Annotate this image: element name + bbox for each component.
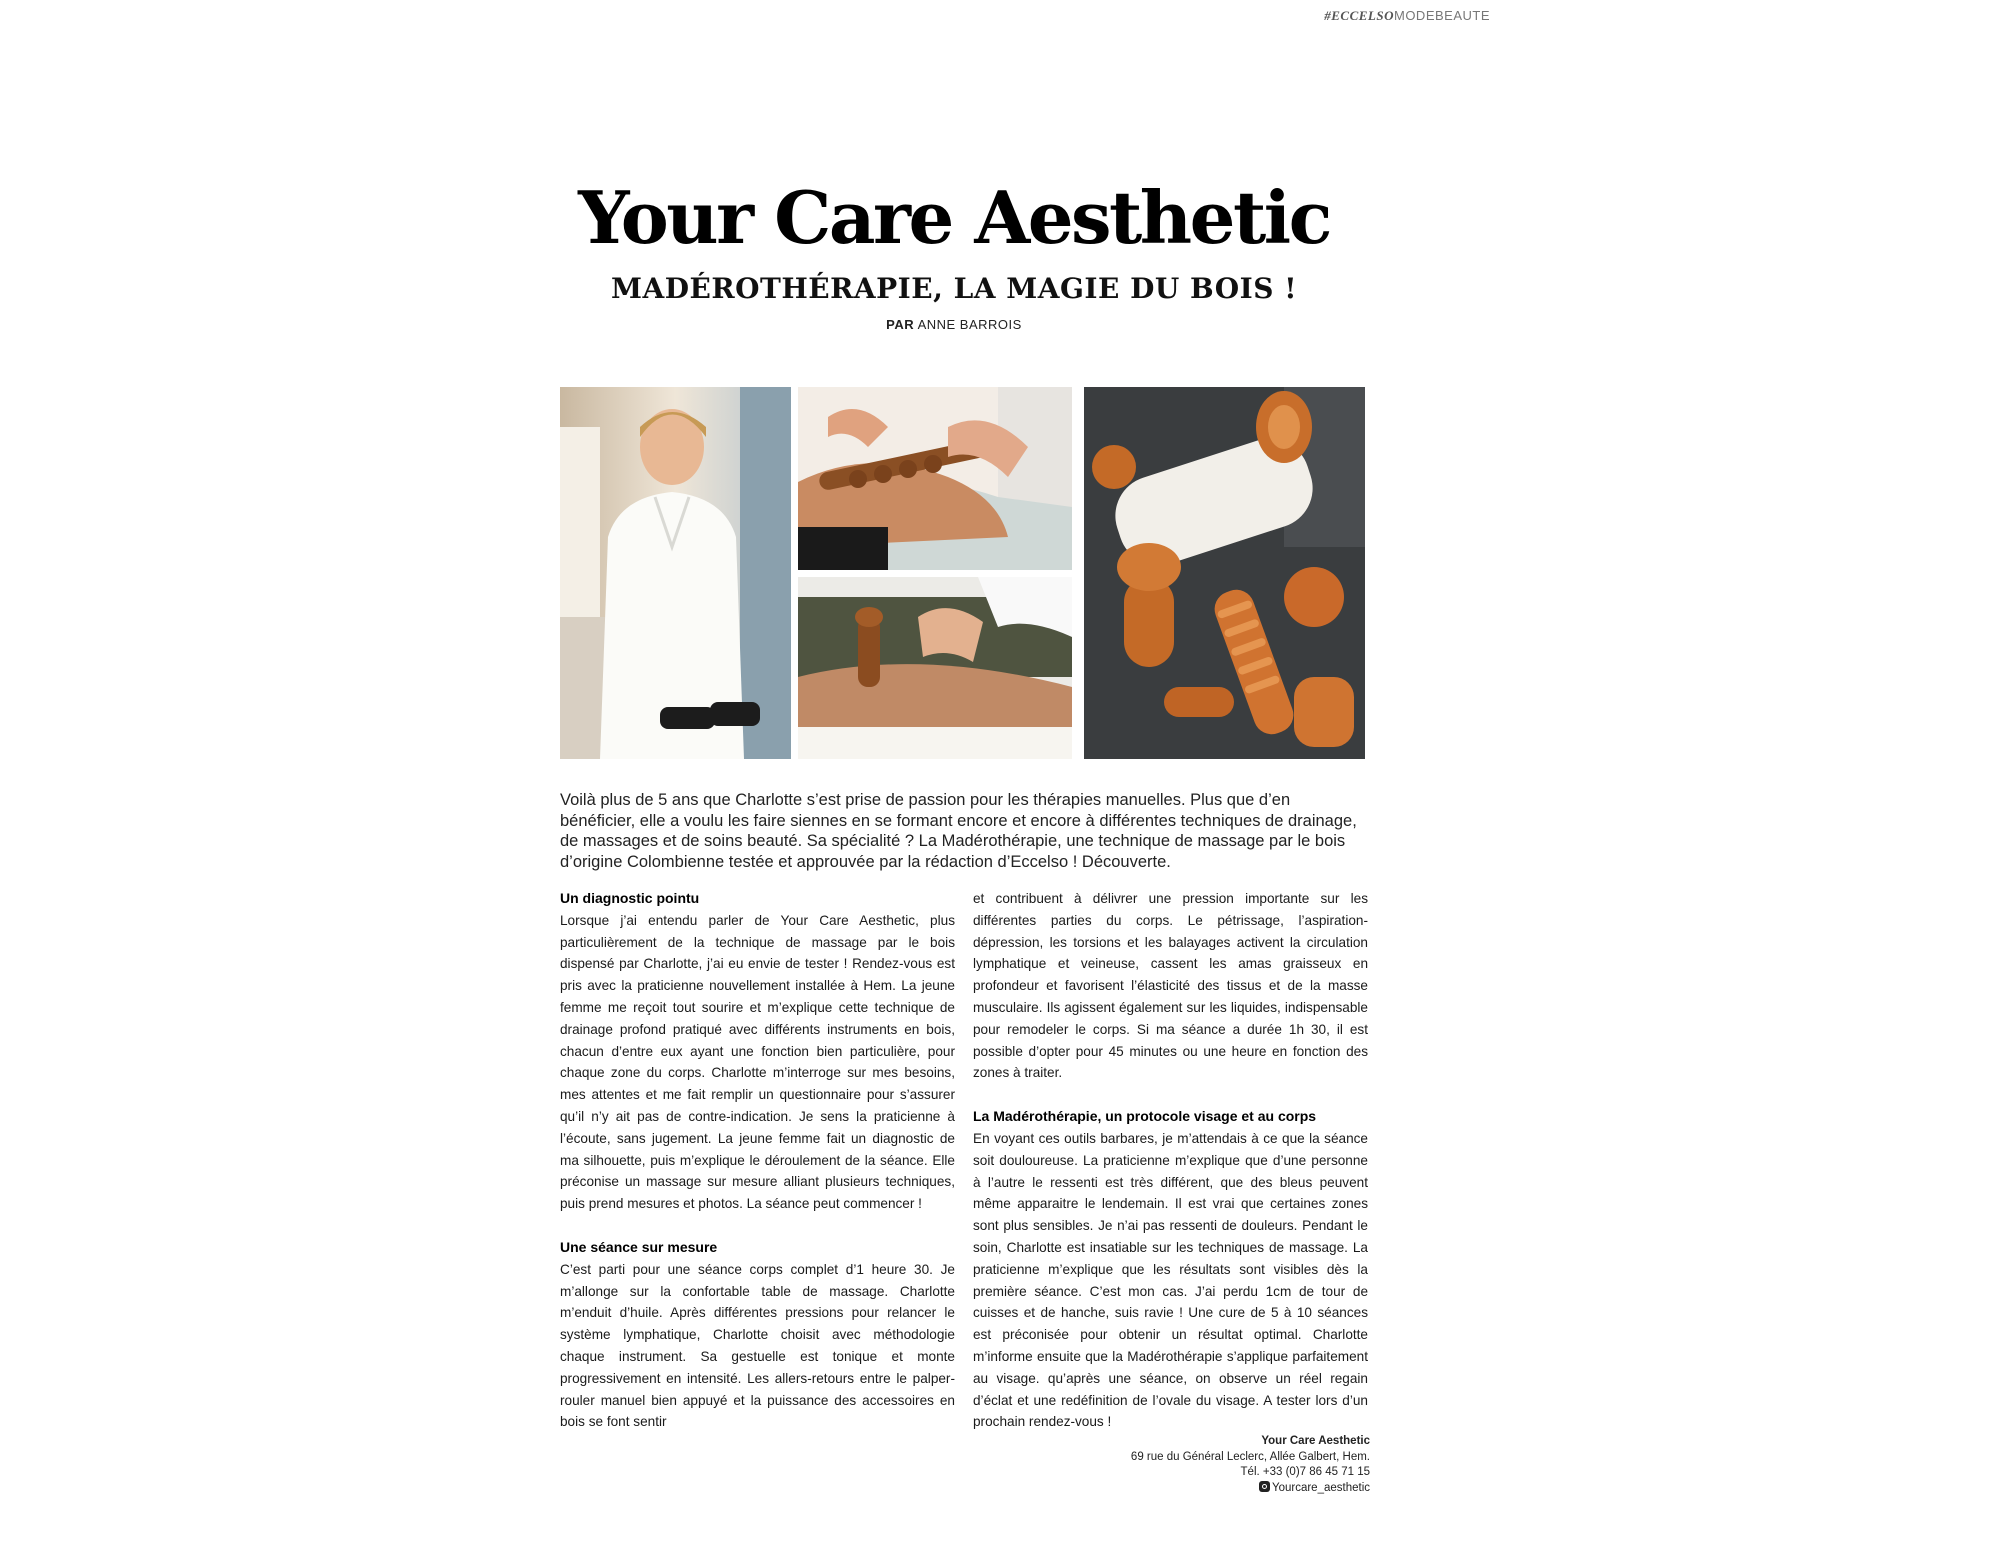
column-left [560, 888, 955, 1433]
section-text-protocole: En voyant ces outils barbares, je m’attendais à ce que la séance soit douloureuse. La praticienne m’explique que d’une personne à l’autre le ressenti est très différent, que des bleus peuvent même apparaitre le lendemain. Il est vrai que certaines zones sont plus sensibles. Je n’ai pas ressenti de douleurs. Pendant le soin, Charlotte est insatiable sur les techniques de massage. La praticienne m’explique que les résultats sont visibles dès la première séance. C’est mon cas. J’ai perdu 1cm de tour de cuisses et de hanche, suis ravie ! Une cure de 5 à 10 séances est préconisée pour obtenir un résultat optimal. Charlotte m’informe ensuite que la Madérothérapie s’applique parfaitement au visage. qu’après une séance, on observe un réel regain d’éclat et une redéfinition de l’ovale du visage. A tester lors d’un prochain rendez-vous ! [973, 1130, 1368, 1430]
instagram-handle: Yourcare_aesthetic [1271, 1481, 1370, 1494]
byline-author: ANNE BARROIS [917, 317, 1022, 332]
article-intro: Voilà plus de 5 ans que Charlotte s’est prise de passion pour les thérapies manuelles. Plus que d’en bénéficier, elle a voulu les faire siennes en se formant encore et encore à différentes techniques de drainage, de massages et de soins beauté. Sa spécialité ? La Madérothérapie, une technique de massage par le bois d’origine Colombienne testée et approuvée par la rédaction d’Eccelso ! Découverte. [560, 791, 1357, 871]
byline [560, 317, 1348, 332]
column-right [973, 888, 1368, 1433]
article-title: Your Care Aesthetic [578, 175, 1330, 260]
contact-address: 69 rue du Général Leclerc, Allée Galbert, Hem. [1130, 1450, 1370, 1463]
contact-phone: Tél. +33 (0)7 86 45 71 15 [1240, 1466, 1370, 1478]
article-subtitle: MADÉROTHÉRAPIE, LA MAGIE DU BOIS ! [611, 272, 1297, 305]
section-text-seance-continued: et contribuent à délivrer une pression importante sur les différentes parties du corps. Le pétrissage, l’aspiration-dépression, les torsions et les balayages activent la circulation lymphatique et veineuse, cassent les amas graisseux en profondeur et favorisent l’élasticité des tissus et de la masse musculaire. Ils agissent également sur les liquides, indispensable pour remodeler le corps. Si ma séance a durée 1h 30, il est possible d’opter pour 45 minutes ou une heure en fonction des zones à traiter. [973, 891, 1368, 1081]
face-massage-photo [798, 577, 1072, 759]
section-heading-protocole: La Madérothérapie, un protocole visage et au corps [973, 1108, 1317, 1125]
section-text-seance: C’est parti pour une séance corps complet d’1 heure 30. Je m’allonge sur la confortable table de massage. Charlotte m’enduit d’huile. Après différentes pressions pour relancer le système lymphatique, Charlotte choisit avec méthodologie chaque instrument. Sa gestuelle est tonique et monte progressivement en intensité. Les allers-retours entre le palper-rouler manuel bien appuyé et la puissance des accessoires en bois se font sentir [560, 1261, 955, 1430]
wooden-tools-photo [1084, 387, 1365, 759]
instagram-icon [1259, 1481, 1270, 1492]
magazine-brand: #ECCELSO [1324, 8, 1394, 23]
section-heading-seance: Une séance sur mesure [560, 1238, 718, 1255]
back-massage-photo [798, 387, 1072, 570]
practitioner-photo [560, 387, 791, 759]
byline-prefix: PAR [886, 317, 915, 332]
section-text-diagnostic: Lorsque j’ai entendu parler de Your Care Aesthetic, plus particulièrement de la technique de massage par le bois dispensé par Charlotte, j’ai eu envie de tester ! Rendez-vous est pris avec la praticienne nouvellement installée à Hem. La jeune femme me reçoit tout sourire et m’explique cette technique de drainage profond pratiqué avec différents instruments en bois, chacun d’entre eux ayant une fonction bien particulière, pour chaque zone du corps. Charlotte m’interroge sur mes besoins, mes attentes et me fait remplir un questionnaire pour s’assurer qu’il n’y ait pas de contre-indication. Je sens la praticienne à l’écoute, sans jugement. La jeune femme fait un diagnostic de ma silhouette, puis m’explique le déroulement de la séance. Elle préconise un massage sur mesure alliant plusieurs techniques, puis prend mesures et photos. La séance peut commencer ! [560, 912, 955, 1212]
contact-instagram [1131, 1481, 1370, 1497]
contact-name: Your Care Aesthetic [1261, 1435, 1370, 1447]
section-tag [1324, 8, 1490, 24]
section-heading-diagnostic: Un diagnostic pointu [560, 890, 700, 906]
contact-block [1131, 1434, 1370, 1496]
section-name: MODEBEAUTE [1393, 8, 1490, 23]
